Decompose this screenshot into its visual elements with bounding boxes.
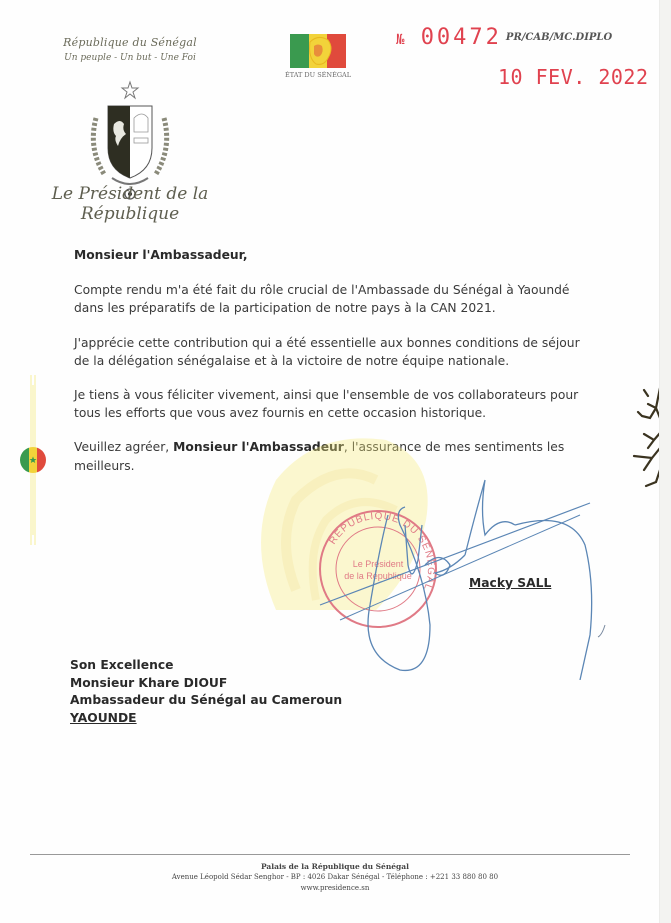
paragraph-1: Compte rendu m'a été fait du rôle crucial de l'Ambassade du Sénégal à Yaoundé dans les préparatifs de la participation de notre pays à la CAN 2021. xyxy=(74,283,570,316)
addressee-honorific: Son Excellence xyxy=(70,658,174,672)
footer-institution: Palais de la République du Sénégal xyxy=(260,862,410,871)
republic-title: République du Sénégal xyxy=(63,36,197,49)
addressee-title: Ambassadeur du Sénégal au Cameroun xyxy=(70,693,343,707)
reference-stamp: № 00472 xyxy=(396,25,502,50)
handwritten-signature xyxy=(300,455,610,680)
footer-website: www.presidence.sn xyxy=(300,884,370,892)
reference-number xyxy=(396,25,612,50)
svg-text:RÉPUBLIQUE DU SÉNÉGAL: RÉPUBLIQUE DU SÉNÉGAL xyxy=(327,510,437,593)
footer xyxy=(100,861,570,894)
paragraph-3: Je tiens à vous féliciter vivement, ainsi que l'ensemble de vos collaborateurs pour tous les efforts que vous avez fournis en cette occasion historique. xyxy=(74,388,579,421)
reference-code: PR/CAB/MC.DIPLO xyxy=(505,32,613,43)
addressee-block xyxy=(70,657,342,727)
closing-formula: Veuillez agréer, Monsieur l'Ambassadeur, l'assurance de mes sentiments les meilleurs. xyxy=(74,440,565,473)
page-edge xyxy=(659,0,671,923)
senegal-flag-icon xyxy=(20,447,46,473)
footer-divider xyxy=(30,854,630,855)
addressee-name: Monsieur Khare DIOUF xyxy=(70,675,228,690)
logo-caption: ÉTAT DU SÉNÉGAL xyxy=(284,71,352,79)
national-motto: Un peuple - Un but - Une Foi xyxy=(64,53,196,63)
senegal-state-logo-icon xyxy=(290,34,346,68)
office-title: Le Président de la République xyxy=(51,184,209,224)
signer-name: Macky SALL xyxy=(469,576,552,590)
addressee-city: YAOUNDE xyxy=(70,710,137,725)
date-stamp: 10 FEV. 2022 xyxy=(498,65,649,89)
baobab-tree-decoration-icon xyxy=(620,378,660,493)
salutation: Monsieur l'Ambassadeur, xyxy=(74,248,248,262)
svg-text:de la République: de la République xyxy=(344,571,412,581)
svg-text:Le Président: Le Président xyxy=(352,559,404,569)
paragraph-2: J'apprécie cette contribution qui a été essentielle aux bonnes conditions de séjour de la délégation sénégalaise et à la victoire de notre équipe nationale. xyxy=(74,335,580,368)
footer-address: Avenue Léopold Sédar Senghor - BP : 4026 Dakar Sénégal - Téléphone : +221 33 880 80 80 xyxy=(171,873,499,881)
